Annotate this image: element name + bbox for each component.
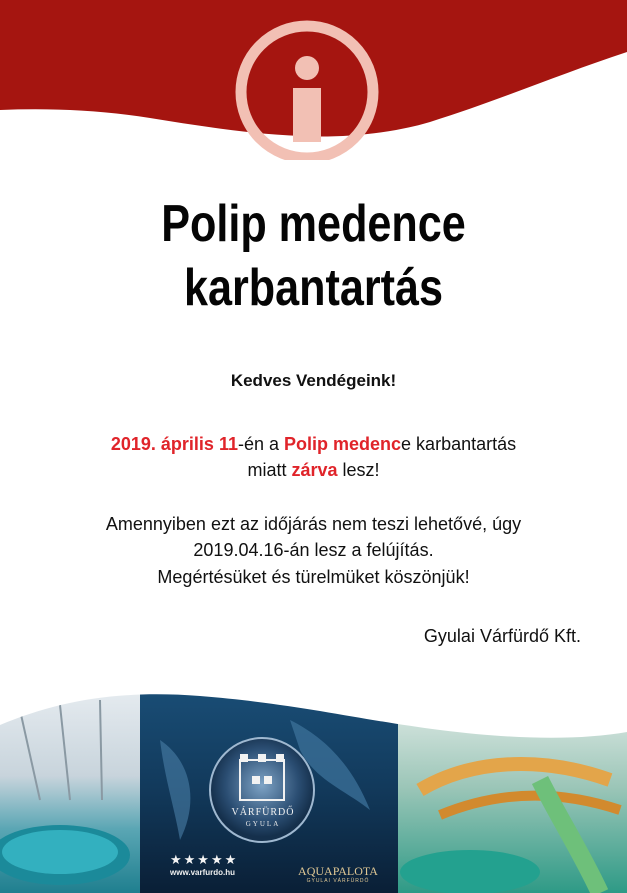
notice-text-3: miatt xyxy=(247,460,292,480)
page-title xyxy=(53,192,573,320)
weather-notice xyxy=(30,511,597,563)
greeting: Kedves Vendégeink! xyxy=(230,371,397,390)
pool-photo-left xyxy=(0,680,140,893)
notice-text-1: -én a xyxy=(237,434,285,454)
rating-stars: ★★★★★ xyxy=(170,852,239,867)
footer-photo-strip xyxy=(0,640,627,893)
weather-line-2: 2019.04.16-án lesz a felújítás. xyxy=(193,540,434,560)
header-wave xyxy=(0,0,627,160)
notice-text-2: e karbantartás xyxy=(401,434,517,454)
varfurdo-logo-city: GYULA xyxy=(245,820,281,828)
closed-word: zárva xyxy=(291,460,338,480)
aquapalota-logo: AQUAPALOTA xyxy=(298,864,378,878)
notice-text-4: lesz! xyxy=(337,460,380,480)
signature: Gyulai Várfürdő Kft. xyxy=(423,626,581,646)
pool-photo-right xyxy=(398,680,627,893)
pool-name: Polip medenc xyxy=(284,434,402,454)
closure-date: 2019. április 11 xyxy=(110,434,238,454)
website-url: www.varfurdo.hu xyxy=(170,868,236,877)
title-line-2: karbantartás xyxy=(183,259,444,317)
aquapalota-subtitle: GYULAI VÁRFÜRDŐ xyxy=(306,878,370,884)
varfurdo-logo-text: VÁRFÜRDŐ xyxy=(231,807,295,818)
closure-notice xyxy=(40,431,587,483)
thanks-line: Megértésüket és türelmüket köszönjük! xyxy=(157,567,470,587)
weather-line-1: Amennyiben ezt az időjárás nem teszi lehetővé, úgy xyxy=(105,514,522,534)
title-line-1: Polip medence xyxy=(161,195,466,253)
